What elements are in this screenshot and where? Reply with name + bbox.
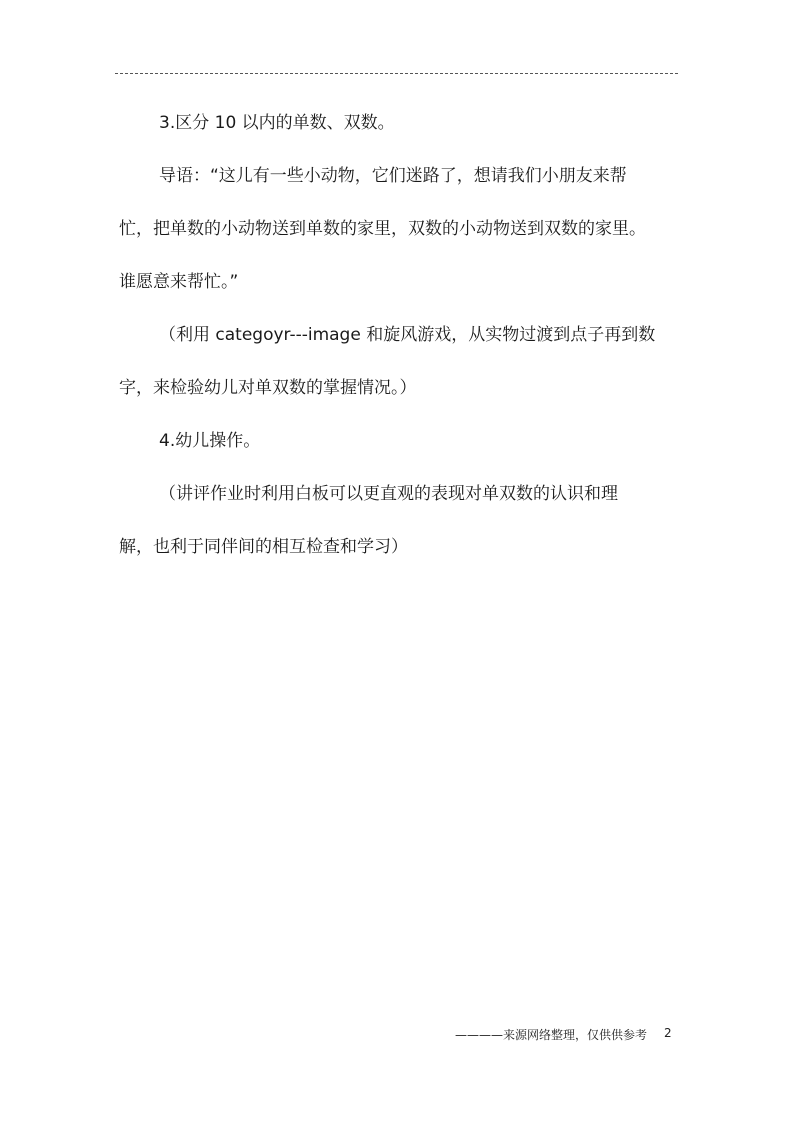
- paragraph-line: [119, 520, 679, 574]
- paragraph-line: [119, 202, 679, 256]
- line-9-text: 解，也利于同伴间的相互检查和学习）: [119, 537, 408, 557]
- line-8-text: （讲评作业时利用白板可以更直观的表现对单双数的认识和理: [159, 484, 618, 504]
- paragraph-line: [119, 308, 679, 362]
- line-1-text: 3.区分 10 以内的单数、双数。: [159, 113, 395, 133]
- paragraph-line: [119, 149, 679, 203]
- paragraph-line: [119, 255, 679, 309]
- line-7-text: 4.幼儿操作。: [159, 431, 261, 451]
- paragraph-line: [119, 361, 679, 415]
- page-number: 2: [664, 1026, 672, 1040]
- line-5-text: （利用 categoyr---image 和旋风游戏，从实物过渡到点子再到数: [159, 325, 656, 345]
- section-heading-4: [119, 414, 679, 468]
- footer-source-note: ————来源网络整理，仅供供参考: [455, 1028, 648, 1042]
- section-heading-3: [119, 96, 679, 150]
- line-4-text: 谁愿意来帮忙。”: [119, 272, 239, 292]
- header-dashed-rule: [115, 73, 678, 74]
- paragraph-line: [119, 467, 679, 521]
- line-2-text: 导语：“这儿有一些小动物，它们迷路了，想请我们小朋友来帮: [159, 166, 627, 186]
- line-3-text: 忙，把单数的小动物送到单数的家里，双数的小动物送到双数的家里。: [119, 219, 646, 239]
- line-6-text: 字，来检验幼儿对单双数的掌握情况。）: [119, 378, 417, 398]
